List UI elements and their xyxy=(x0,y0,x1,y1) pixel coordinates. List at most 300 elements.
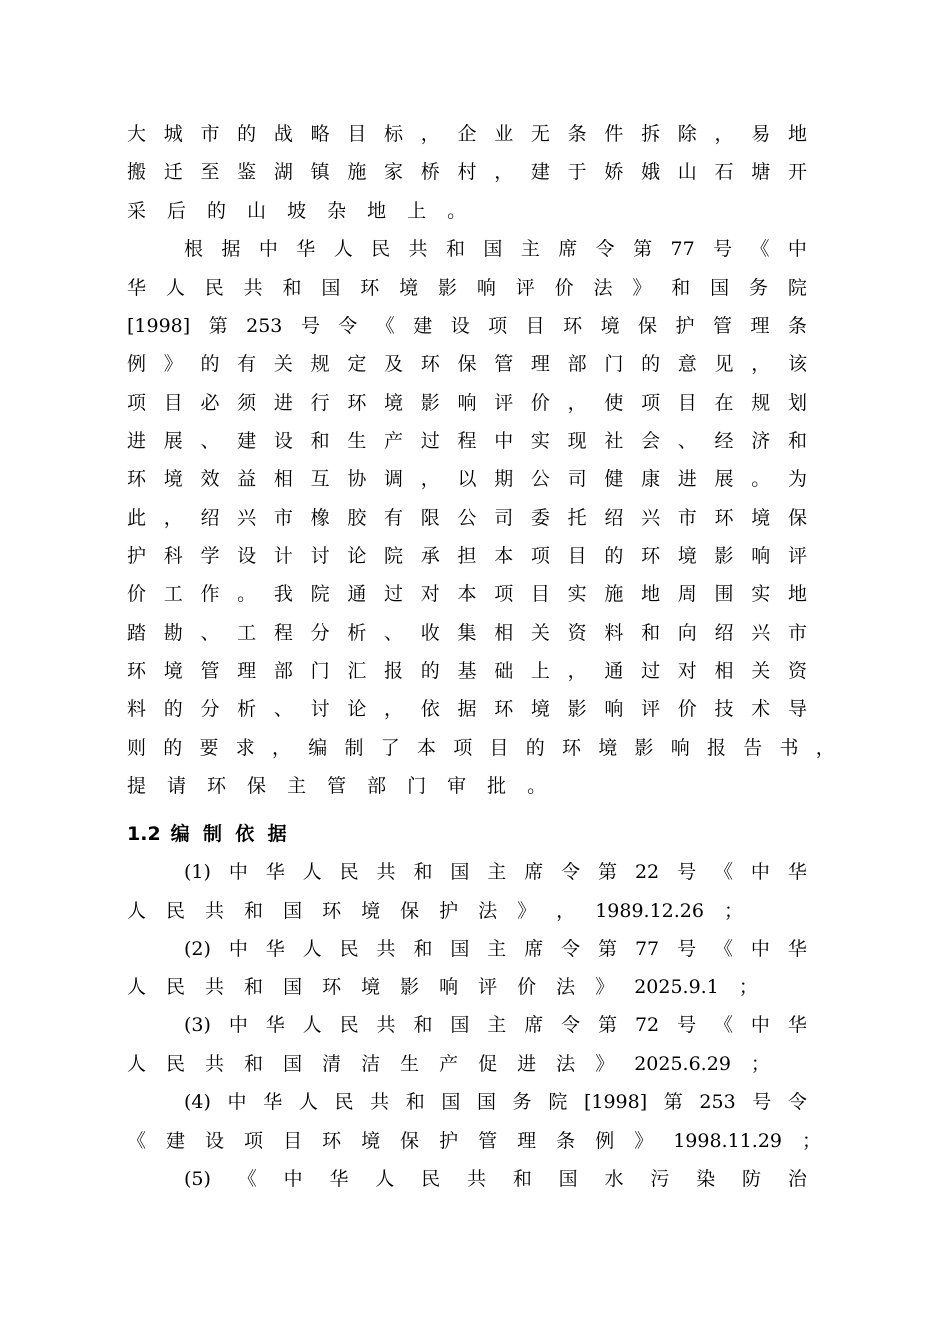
glyph: 令 xyxy=(561,938,581,960)
glyph: ， xyxy=(420,123,440,145)
glyph: 影 xyxy=(420,392,440,414)
glyph: 批 xyxy=(487,775,507,797)
glyph: 华 xyxy=(263,1091,283,1113)
glyph: 华 xyxy=(329,1168,349,1190)
text-line xyxy=(184,230,807,268)
glyph: 》 xyxy=(632,277,652,299)
glyph: 环 xyxy=(420,353,440,375)
glyph: 意 xyxy=(677,353,697,375)
glyph: 的 xyxy=(200,353,220,375)
glyph: 向 xyxy=(677,622,697,644)
glyph: ； xyxy=(802,1130,822,1152)
glyph: 大 xyxy=(127,123,147,145)
text-line xyxy=(127,537,807,575)
glyph: 标 xyxy=(384,123,404,145)
glyph: 定 xyxy=(347,353,367,375)
glyph: 实 xyxy=(567,583,587,605)
glyph: 相 xyxy=(494,622,514,644)
glyph: [1998] xyxy=(127,315,191,337)
glyph: 务 xyxy=(749,277,769,299)
glyph: 实 xyxy=(530,430,550,452)
glyph: 周 xyxy=(677,583,697,605)
glyph: 地 xyxy=(787,123,807,145)
glyph: (1) xyxy=(184,861,211,883)
glyph: 第 xyxy=(208,315,228,337)
glyph: 通 xyxy=(347,583,367,605)
glyph: 共 xyxy=(376,1014,396,1036)
glyph: 保 xyxy=(400,900,420,922)
glyph: 《 xyxy=(750,238,770,260)
glyph: 1998.11.29 xyxy=(673,1130,783,1152)
text-line xyxy=(127,1122,822,1160)
text-line xyxy=(127,575,807,613)
glyph: 书 xyxy=(779,737,799,759)
glyph: 科 xyxy=(163,545,183,567)
glyph: 人 xyxy=(333,238,353,260)
glyph: 分 xyxy=(200,698,220,720)
glyph: 评 xyxy=(515,277,535,299)
glyph: 护 xyxy=(439,900,459,922)
glyph: 号 xyxy=(300,315,320,337)
glyph: 共 xyxy=(466,1168,486,1190)
glyph: ， xyxy=(272,737,292,759)
text-line xyxy=(127,422,807,460)
glyph: 染 xyxy=(696,1168,716,1190)
glyph: 国 xyxy=(477,1091,497,1113)
glyph: 目 xyxy=(283,1130,303,1152)
glyph: 关 xyxy=(530,622,550,644)
glyph: ， xyxy=(751,353,771,375)
glyph: 中 xyxy=(228,1014,248,1036)
glyph: 响 xyxy=(604,698,624,720)
glyph: 程 xyxy=(273,622,293,644)
glyph: 础 xyxy=(494,660,514,682)
glyph: 部 xyxy=(367,775,387,797)
glyph: 人 xyxy=(302,1014,322,1036)
glyph: 迁 xyxy=(163,161,183,183)
section-title: 编制依据 xyxy=(170,823,300,845)
glyph: 门 xyxy=(407,775,427,797)
glyph: 实 xyxy=(751,583,771,605)
glyph: 法 xyxy=(593,277,613,299)
glyph: 院 xyxy=(310,583,330,605)
glyph: 共 xyxy=(376,861,396,883)
glyph: 国 xyxy=(710,277,730,299)
glyph: 管 xyxy=(200,660,220,682)
glyph: 》 xyxy=(517,900,537,922)
glyph: 令 xyxy=(561,1014,581,1036)
glyph: 环 xyxy=(563,315,583,337)
glyph: 计 xyxy=(273,545,293,567)
glyph: 环 xyxy=(207,775,227,797)
glyph: 影 xyxy=(634,737,654,759)
glyph: 条 xyxy=(556,1130,576,1152)
glyph: 《 xyxy=(713,1014,733,1036)
text-line xyxy=(127,690,807,728)
glyph: 防 xyxy=(742,1168,762,1190)
glyph: 市 xyxy=(677,507,697,529)
glyph: 和 xyxy=(512,1168,532,1190)
glyph: 民 xyxy=(204,277,224,299)
glyph: 担 xyxy=(457,545,477,567)
glyph: 求 xyxy=(235,737,255,759)
glyph: 村 xyxy=(457,161,477,183)
glyph: 和 xyxy=(641,622,661,644)
glyph: 《 xyxy=(127,1130,147,1152)
glyph: 城 xyxy=(163,123,183,145)
glyph: 讨 xyxy=(310,545,330,567)
glyph: 使 xyxy=(604,392,624,414)
glyph: 护 xyxy=(675,315,695,337)
glyph: 华 xyxy=(265,861,285,883)
glyph: 报 xyxy=(707,737,727,759)
glyph: 国 xyxy=(283,976,303,998)
glyph: 和 xyxy=(244,1053,264,1075)
glyph: ， xyxy=(384,698,404,720)
glyph: 77 xyxy=(670,238,695,260)
glyph: 地 xyxy=(367,200,387,222)
glyph: 地 xyxy=(641,583,661,605)
glyph: 市 xyxy=(787,622,807,644)
glyph: 项 xyxy=(494,583,514,605)
glyph: 承 xyxy=(420,545,440,567)
glyph: 》 xyxy=(634,1130,654,1152)
glyph: 设 xyxy=(273,430,293,452)
glyph: 后 xyxy=(167,200,187,222)
glyph: (2) xyxy=(184,938,211,960)
glyph: 评 xyxy=(787,545,807,567)
glyph: 规 xyxy=(751,392,771,414)
glyph: 讨 xyxy=(310,698,330,720)
glyph: 污 xyxy=(650,1168,670,1190)
glyph: 进 xyxy=(677,468,697,490)
glyph: ； xyxy=(750,1053,770,1075)
glyph: 绍 xyxy=(604,507,624,529)
glyph: 编 xyxy=(308,737,328,759)
glyph: 理 xyxy=(530,353,550,375)
glyph: 相 xyxy=(714,660,734,682)
glyph: 镇 xyxy=(310,161,330,183)
glyph: 部 xyxy=(567,353,587,375)
glyph: 要 xyxy=(199,737,219,759)
glyph: 康 xyxy=(641,468,661,490)
glyph: 会 xyxy=(641,430,661,452)
glyph: 坡 xyxy=(287,200,307,222)
glyph: 开 xyxy=(787,161,807,183)
glyph: 和 xyxy=(413,938,433,960)
glyph: 设 xyxy=(237,545,257,567)
glyph: 护 xyxy=(439,1130,459,1152)
glyph: 环 xyxy=(714,507,734,529)
glyph: 响 xyxy=(751,545,771,567)
glyph: 见 xyxy=(714,353,734,375)
glyph: 例 xyxy=(127,353,147,375)
glyph: 民 xyxy=(339,861,359,883)
glyph: 清 xyxy=(322,1053,342,1075)
glyph: 的 xyxy=(163,737,183,759)
text-line xyxy=(127,345,807,383)
glyph: 规 xyxy=(310,353,330,375)
glyph: 境 xyxy=(163,468,183,490)
glyph: 过 xyxy=(420,430,440,452)
glyph: 目 xyxy=(163,392,183,414)
glyph: 本 xyxy=(417,737,437,759)
glyph: 席 xyxy=(524,938,544,960)
glyph: 境 xyxy=(677,545,697,567)
glyph: 湖 xyxy=(273,161,293,183)
glyph: 家 xyxy=(384,161,404,183)
glyph: 》 xyxy=(595,976,615,998)
glyph: 对 xyxy=(677,660,697,682)
glyph: 境 xyxy=(361,900,381,922)
glyph: 为 xyxy=(787,468,807,490)
glyph: 环 xyxy=(360,277,380,299)
glyph: 除 xyxy=(677,123,697,145)
glyph: (3) xyxy=(184,1014,211,1036)
glyph: 评 xyxy=(478,976,498,998)
glyph: 分 xyxy=(310,622,330,644)
glyph: 影 xyxy=(438,277,458,299)
glyph: 主 xyxy=(487,861,507,883)
glyph: 委 xyxy=(530,507,550,529)
glyph: 国 xyxy=(558,1168,578,1190)
glyph: (5) xyxy=(184,1168,211,1190)
glyph: ， xyxy=(567,660,587,682)
glyph: 响 xyxy=(476,277,496,299)
glyph: 互 xyxy=(310,468,330,490)
glyph: 22 xyxy=(634,861,660,883)
glyph: 、 xyxy=(677,430,697,452)
glyph: 主 xyxy=(520,238,540,260)
glyph: 工 xyxy=(237,622,257,644)
glyph: 理 xyxy=(517,1130,537,1152)
glyph: 进 xyxy=(127,430,147,452)
glyph: 环 xyxy=(127,468,147,490)
glyph: 划 xyxy=(787,392,807,414)
glyph: 保 xyxy=(247,775,267,797)
glyph: ， xyxy=(163,507,183,529)
glyph: 项 xyxy=(453,737,473,759)
glyph: 华 xyxy=(265,1014,285,1036)
glyph: 进 xyxy=(517,1053,537,1075)
glyph: 提 xyxy=(127,775,147,797)
glyph: 桥 xyxy=(420,161,440,183)
glyph: 公 xyxy=(457,507,477,529)
glyph: 院 xyxy=(548,1091,568,1113)
glyph: 据 xyxy=(221,238,241,260)
glyph: 第 xyxy=(633,238,653,260)
glyph: 告 xyxy=(743,737,763,759)
glyph: 山 xyxy=(677,161,697,183)
glyph: 号 xyxy=(752,1091,772,1113)
glyph: 的 xyxy=(525,737,545,759)
glyph: 号 xyxy=(713,238,733,260)
glyph: 行 xyxy=(310,392,330,414)
text-line xyxy=(127,384,807,422)
glyph: 益 xyxy=(237,468,257,490)
glyph: 期 xyxy=(494,468,514,490)
glyph: 民 xyxy=(166,900,186,922)
glyph: 共 xyxy=(408,238,428,260)
glyph: 关 xyxy=(273,353,293,375)
glyph: 了 xyxy=(380,737,400,759)
glyph: 目 xyxy=(347,123,367,145)
glyph: 国 xyxy=(450,861,470,883)
glyph: 人 xyxy=(375,1168,395,1190)
glyph: 建 xyxy=(237,430,257,452)
glyph: 上 xyxy=(530,660,550,682)
glyph: 和 xyxy=(244,976,264,998)
glyph: 人 xyxy=(127,976,147,998)
glyph: 护 xyxy=(127,545,147,567)
glyph: 环 xyxy=(322,1130,342,1152)
glyph: 共 xyxy=(205,976,225,998)
glyph: 析 xyxy=(347,622,367,644)
glyph: 本 xyxy=(457,583,477,605)
glyph: ， xyxy=(815,737,835,759)
glyph: 至 xyxy=(200,161,220,183)
glyph: 。 xyxy=(527,775,547,797)
glyph: 中 xyxy=(228,938,248,960)
glyph: 理 xyxy=(750,315,770,337)
glyph: 建 xyxy=(413,315,433,337)
glyph: 导 xyxy=(787,698,807,720)
glyph: 民 xyxy=(371,238,391,260)
glyph: 施 xyxy=(604,583,624,605)
glyph: ， xyxy=(714,123,734,145)
glyph: 和 xyxy=(413,861,433,883)
glyph: 学 xyxy=(200,545,220,567)
glyph: 法 xyxy=(478,900,498,922)
glyph: 主 xyxy=(487,1014,507,1036)
text-line xyxy=(127,767,807,805)
glyph: 必 xyxy=(200,392,220,414)
glyph: 中 xyxy=(258,238,278,260)
glyph: 境 xyxy=(384,392,404,414)
section-number: 1.2 xyxy=(127,823,161,845)
glyph: 汇 xyxy=(347,660,367,682)
text-line xyxy=(127,269,807,307)
glyph: 人 xyxy=(302,861,322,883)
glyph: 的 xyxy=(163,698,183,720)
glyph: 效 xyxy=(200,468,220,490)
glyph: 经 xyxy=(714,430,734,452)
glyph: 在 xyxy=(714,392,734,414)
glyph: 华 xyxy=(296,238,316,260)
glyph: 第 xyxy=(663,1091,683,1113)
glyph: 》 xyxy=(163,353,183,375)
glyph: 报 xyxy=(384,660,404,682)
glyph: 77 xyxy=(634,938,660,960)
glyph: 根 xyxy=(184,238,204,260)
glyph: 国 xyxy=(321,277,341,299)
glyph: 院 xyxy=(384,545,404,567)
text-line xyxy=(127,652,807,690)
text-line xyxy=(127,153,807,191)
glyph: 限 xyxy=(420,507,440,529)
glyph: 、 xyxy=(273,698,293,720)
text-line xyxy=(127,192,807,230)
glyph: 娇 xyxy=(604,161,624,183)
glyph: 管 xyxy=(327,775,347,797)
glyph: 相 xyxy=(273,468,293,490)
glyph: 、 xyxy=(200,622,220,644)
glyph: 基 xyxy=(457,660,477,682)
glyph: 人 xyxy=(165,277,185,299)
glyph: 第 xyxy=(598,861,618,883)
glyph: 橡 xyxy=(310,507,330,529)
glyph: 响 xyxy=(670,737,690,759)
text-line xyxy=(127,115,807,153)
glyph: 产 xyxy=(384,430,404,452)
glyph: 资 xyxy=(787,660,807,682)
glyph: 主 xyxy=(287,775,307,797)
glyph: 审 xyxy=(447,775,467,797)
glyph: 253 xyxy=(246,315,283,337)
glyph: 《 xyxy=(237,1168,257,1190)
glyph: 术 xyxy=(751,698,771,720)
glyph: 国 xyxy=(283,1053,303,1075)
text-line xyxy=(184,1160,807,1198)
glyph: 兴 xyxy=(641,507,661,529)
glyph: 洁 xyxy=(361,1053,381,1075)
glyph: 和 xyxy=(787,430,807,452)
glyph: 华 xyxy=(265,938,285,960)
glyph: 院 xyxy=(787,277,807,299)
glyph: 司 xyxy=(494,507,514,529)
glyph: 作 xyxy=(200,583,220,605)
glyph: 主 xyxy=(487,938,507,960)
glyph: 境 xyxy=(399,277,419,299)
glyph: 响 xyxy=(439,976,459,998)
glyph: 、 xyxy=(384,622,404,644)
glyph: 》 xyxy=(595,1053,615,1075)
glyph: 人 xyxy=(298,1091,318,1113)
glyph: 法 xyxy=(556,976,576,998)
glyph: 资 xyxy=(567,622,587,644)
glyph: 评 xyxy=(641,698,661,720)
glyph: 产 xyxy=(439,1053,459,1075)
glyph: 建 xyxy=(166,1130,186,1152)
glyph: 件 xyxy=(604,123,624,145)
glyph: 有 xyxy=(237,353,257,375)
glyph: 围 xyxy=(714,583,734,605)
glyph: 民 xyxy=(166,976,186,998)
glyph: 过 xyxy=(641,660,661,682)
glyph: 第 xyxy=(598,938,618,960)
glyph: 评 xyxy=(494,392,514,414)
glyph: 程 xyxy=(457,430,477,452)
glyph: 和 xyxy=(282,277,302,299)
glyph: 易 xyxy=(751,123,771,145)
glyph: 条 xyxy=(567,123,587,145)
glyph: 华 xyxy=(127,277,147,299)
glyph: 中 xyxy=(228,861,248,883)
glyph: 。 xyxy=(447,200,467,222)
glyph: 令 xyxy=(561,861,581,883)
glyph: 民 xyxy=(339,938,359,960)
glyph: 中 xyxy=(750,1014,770,1036)
text-line xyxy=(184,1083,807,1121)
glyph: 《 xyxy=(713,938,733,960)
glyph: 收 xyxy=(420,622,440,644)
glyph: 目 xyxy=(489,737,509,759)
glyph: 席 xyxy=(558,238,578,260)
glyph: 项 xyxy=(244,1130,264,1152)
glyph: 务 xyxy=(512,1091,532,1113)
glyph: 人 xyxy=(127,900,147,922)
glyph: 环 xyxy=(127,660,147,682)
